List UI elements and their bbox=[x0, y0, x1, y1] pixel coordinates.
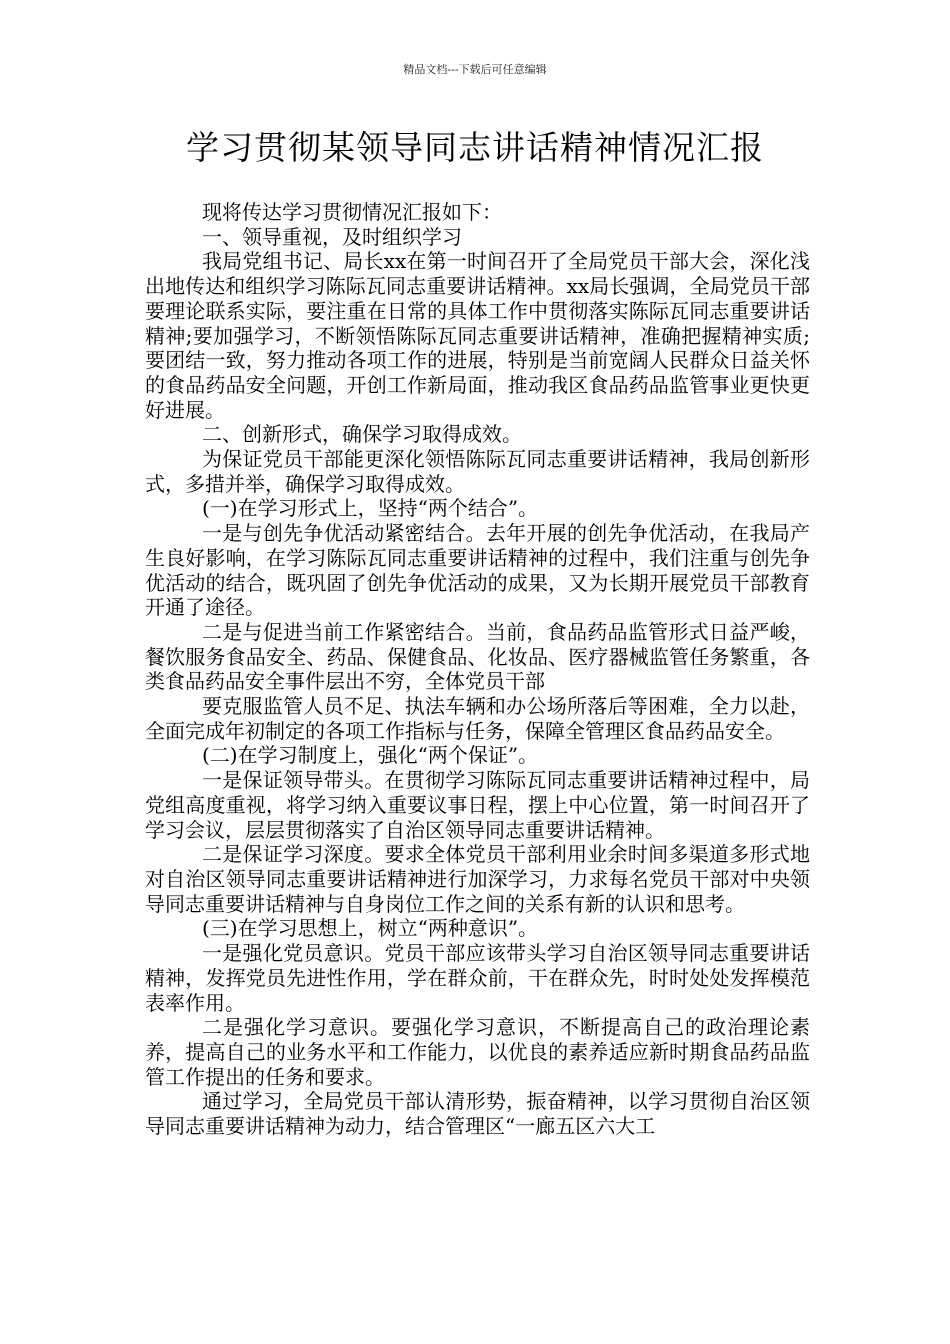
paragraph: 二是强化学习意识。要强化学习意识，不断提高自己的政治理论素养，提高自己的业务水平和工作能力，以优良的素养适应新时期食品药品监管工作提出的任务和要求。 bbox=[145, 1015, 810, 1089]
paragraph: 一是强化党员意识。党员干部应该带头学习自治区领导同志重要讲话精神，发挥党员先进性作用，学在群众前，干在群众先，时时处处发挥模范表率作用。 bbox=[145, 941, 810, 1015]
section-heading-2: 二、创新形式，确保学习取得成效。 bbox=[202, 422, 522, 447]
paragraph-intro: 现将传达学习贯彻情况汇报如下： bbox=[202, 200, 502, 224]
subsection-heading-3: (三)在学习思想上，树立“两种意识”。 bbox=[202, 916, 539, 941]
paragraph: 一是保证领导带头。在贯彻学习陈际瓦同志重要讲话精神过程中，局党组高度重视，将学习纳入重要议事日程，摆上中心位置，第一时间召开了学习会议，层层贯彻落实了自治区领导同志重要讲话精神。 bbox=[145, 768, 810, 842]
paragraph: 通过学习，全局党员干部认清形势，振奋精神，以学习贯彻自治区领导同志重要讲话精神为动力，结合管理区“一廊五区六大工 bbox=[145, 1089, 810, 1139]
paragraph: 二是保证学习深度。要求全体党员干部利用业余时间多渠道多形式地对自治区领导同志重要讲话精神进行加深学习，力求每名党员干部对中央领导同志重要讲话精神与自身岗位工作之间的关系有新的认识和思考。 bbox=[145, 842, 810, 916]
document-body bbox=[145, 200, 810, 1139]
header-note: 精品文档---下载后可任意编辑 bbox=[403, 63, 547, 76]
section-heading-1: 一、领导重视，及时组织学习 bbox=[202, 224, 462, 249]
document-title: 学习贯彻某领导同志讲话精神情况汇报 bbox=[186, 128, 764, 167]
paragraph: 我局党组书记、局长xx在第一时间召开了全局党员干部大会，深化浅出地传达和组织学习陈际瓦同志重要讲话精神。xx局长强调，全局党员干部要理论联系实际，要注重在日常的具体工作中贯彻落实陈际瓦同志重要讲话精神;要加强学习，不断领悟陈际瓦同志重要讲话精神，准确把握精神实质;要团结一致，努力推动各项工作的进展，特别是当前宽阔人民群众日益关怀的食品药品安全问题，开创工作新局面，推动我区食品药品监管事业更快更好进展。 bbox=[145, 249, 810, 422]
paragraph: 要克服监管人员不足、执法车辆和办公场所落后等困难，全力以赴，全面完成年初制定的各项工作指标与任务，保障全管理区食品药品安全。 bbox=[145, 694, 810, 743]
paragraph: 二是与促进当前工作紧密结合。当前，食品药品监管形式日益严峻，餐饮服务食品安全、药品、保健食品、化妆品、医疗器械监管任务繁重，各类食品药品安全事件层出不穷，全体党员干部 bbox=[145, 619, 810, 694]
paragraph: 一是与创先争优活动紧密结合。去年开展的创先争优活动，在我局产生良好影响，在学习陈际瓦同志重要讲话精神的过程中，我们注重与创先争优活动的结合，既巩固了创先争优活动的成果，又为长期开展党员干部教育开通了途径。 bbox=[145, 521, 810, 620]
paragraph: 为保证党员干部能更深化领悟陈际瓦同志重要讲话精神，我局创新形式，多措并举，确保学习取得成效。 bbox=[145, 447, 810, 496]
subsection-heading-1: (一)在学习形式上，坚持“两个结合”。 bbox=[202, 496, 539, 521]
subsection-heading-2: (二)在学习制度上，强化“两个保证”。 bbox=[202, 743, 539, 768]
